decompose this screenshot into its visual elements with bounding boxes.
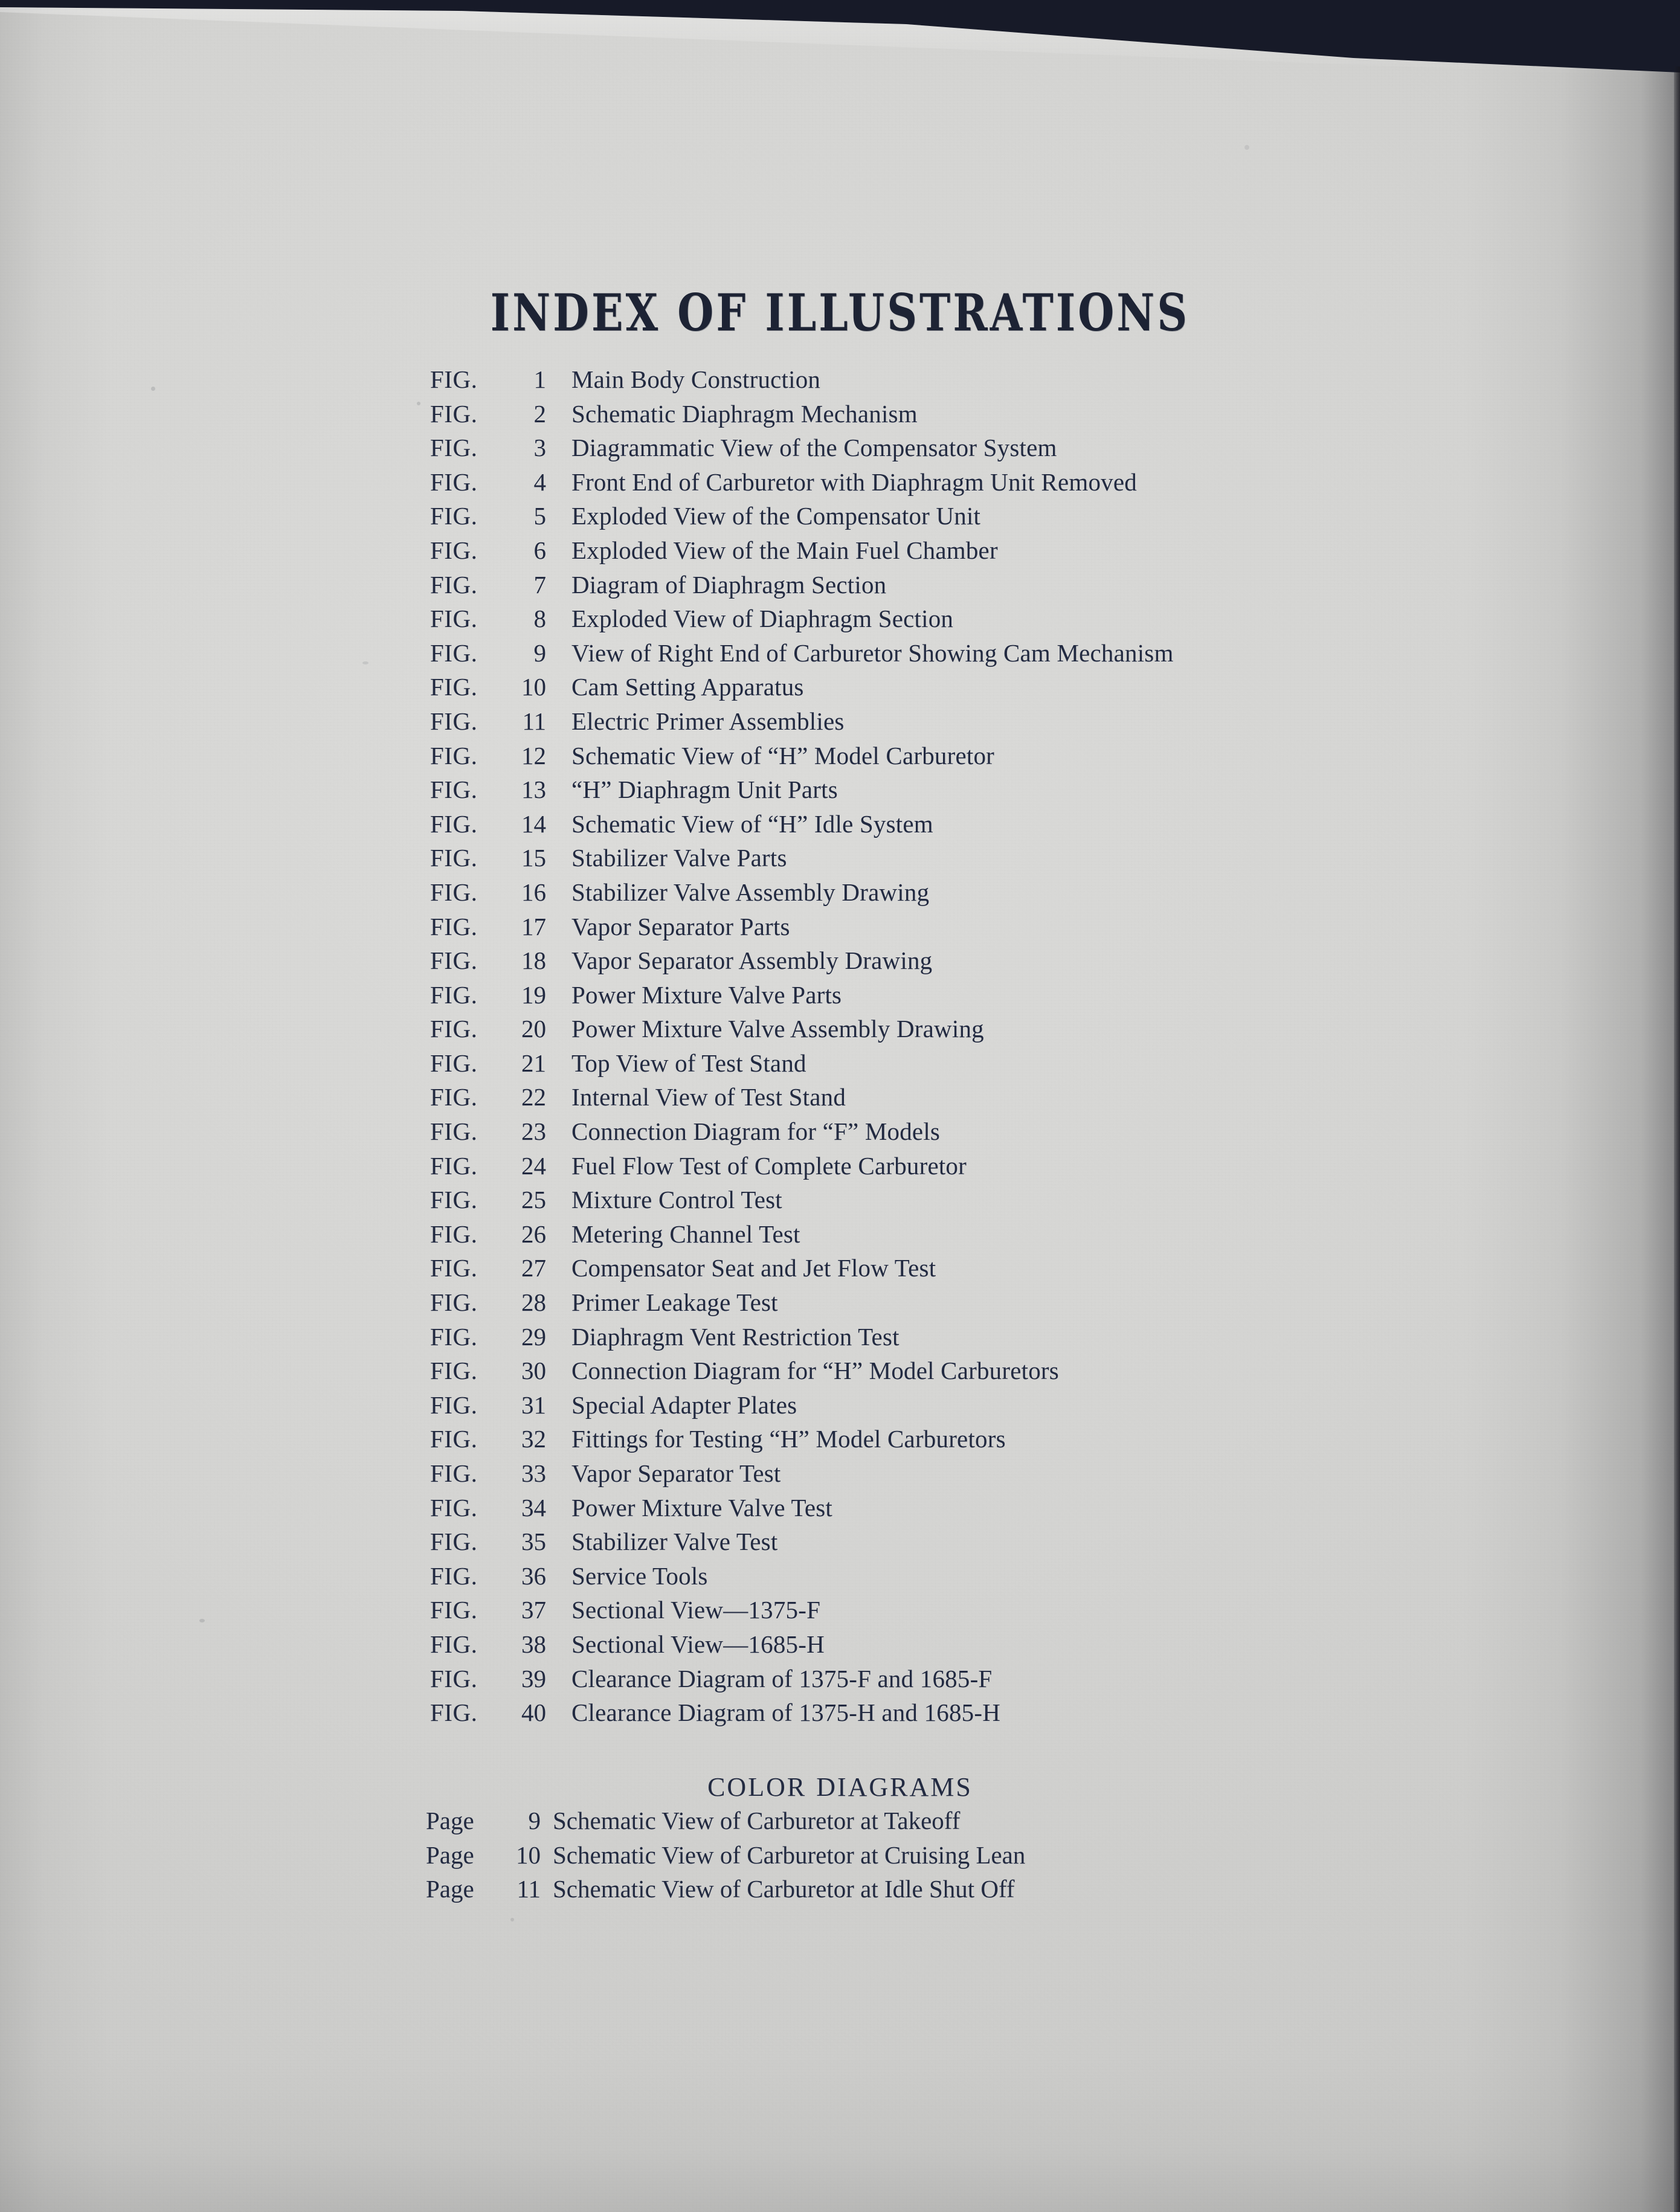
color-diagram-page-number: 11 [517,1875,541,1903]
figure-index-row [430,1151,1336,1186]
figure-caption: Front End of Carburetor with Diaphragm Unit Removed [571,468,1137,496]
figure-number: 31 [521,1391,546,1419]
figure-index-row [430,1185,1336,1220]
figure-label: FIG. [430,844,478,872]
figure-caption: Main Body Construction [571,365,821,393]
color-diagram-page-label: Page [426,1841,474,1869]
figure-number: 18 [521,947,546,975]
page-title: INDEX OF ILLUSTRATIONS [490,283,1190,342]
figure-number: 36 [521,1561,546,1590]
figure-caption: Exploded View of Diaphragm Section [571,605,954,633]
color-diagrams-heading [0,1772,1680,1802]
figure-caption: Diaphragm Vent Restriction Test [571,1322,900,1351]
figure-number: 37 [521,1596,546,1624]
figure-index-row [430,1561,1336,1596]
left-edge-shading [0,0,109,2212]
figure-caption: Power Mixture Valve Test [571,1493,832,1522]
figure-number: 6 [533,536,546,564]
figure-caption: Electric Primer Assemblies [571,707,845,735]
figure-index-row [430,980,1336,1015]
figure-number: 21 [521,1049,546,1077]
figure-index-row [430,1391,1336,1425]
figure-caption: Fittings for Testing “H” Model Carburetors [571,1425,1006,1453]
figure-index-row [430,707,1336,741]
figure-number: 17 [521,912,546,940]
figure-index-row [430,672,1336,707]
figure-label: FIG. [430,1357,478,1385]
figure-label: FIG. [430,434,478,462]
figure-label: FIG. [430,1493,478,1522]
figure-caption: Metering Channel Test [571,1220,800,1248]
figure-label: FIG. [430,399,478,428]
color-diagram-page-label: Page [426,1807,474,1834]
figure-label: FIG. [430,1254,478,1282]
figure-index-row [430,1630,1336,1664]
figure-index-row [430,1082,1336,1117]
figure-number: 10 [521,673,546,701]
figure-number: 13 [521,776,546,804]
figure-index-list [430,365,1336,1732]
figure-caption: Vapor Separator Assembly Drawing [571,947,933,975]
figure-index-row [430,433,1336,468]
figure-caption: Clearance Diagram of 1375-F and 1685-F [571,1664,993,1693]
figure-index-row [430,946,1336,980]
figure-number: 33 [521,1459,546,1487]
figure-index-row [430,775,1336,809]
figure-number: 23 [521,1117,546,1146]
figure-number: 11 [522,707,546,735]
figure-caption: Stabilizer Valve Test [571,1528,778,1556]
figure-caption: Cam Setting Apparatus [571,673,804,701]
figure-number: 12 [521,741,546,770]
figure-label: FIG. [430,1596,478,1624]
figure-label: FIG. [430,1220,478,1248]
figure-index-row [430,1049,1336,1083]
right-edge-curl-shading [1463,0,1680,2212]
figure-label: FIG. [430,605,478,633]
figure-index-row [430,878,1336,912]
figure-index-row [430,1459,1336,1493]
figure-number: 40 [521,1699,546,1727]
figure-caption: Primer Leakage Test [571,1288,778,1317]
figure-caption: Schematic View of “H” Model Carburetor [571,741,995,770]
figure-label: FIG. [430,809,478,838]
figure-index-row [430,399,1336,434]
figure-index-row [430,1220,1336,1254]
figure-caption: Stabilizer Valve Parts [571,844,787,872]
figure-label: FIG. [430,570,478,599]
figure-caption: Service Tools [571,1561,708,1590]
figure-label: FIG. [430,1528,478,1556]
figure-caption: Diagram of Diaphragm Section [571,570,887,599]
figure-number: 30 [521,1357,546,1385]
figure-index-row [430,1664,1336,1699]
figure-number: 34 [521,1493,546,1522]
figure-index-row [430,468,1336,502]
figure-number: 27 [521,1254,546,1282]
figure-number: 38 [521,1630,546,1658]
figure-index-row [430,1595,1336,1630]
color-diagram-caption: Schematic View of Carburetor at Takeoff [553,1807,961,1834]
figure-number: 24 [521,1151,546,1180]
figure-index-row [430,1424,1336,1459]
color-diagram-page-number: 10 [516,1841,541,1869]
figure-caption: Power Mixture Valve Assembly Drawing [571,1015,984,1043]
figure-label: FIG. [430,1322,478,1351]
figure-number: 28 [521,1288,546,1317]
figure-index-row [430,1493,1336,1528]
figure-label: FIG. [430,912,478,940]
figure-caption: Sectional View—1375-F [571,1596,821,1624]
figure-caption: Schematic Diaphragm Mechanism [571,399,918,428]
figure-label: FIG. [430,1664,478,1693]
figure-label: FIG. [430,980,478,1009]
figure-caption: Exploded View of the Main Fuel Chamber [571,536,998,564]
figure-label: FIG. [430,365,478,393]
figure-label: FIG. [430,1699,478,1727]
figure-index-row [430,912,1336,947]
figure-index-row [430,604,1336,638]
figure-label: FIG. [430,536,478,564]
figure-label: FIG. [430,468,478,496]
color-diagram-page-number: 9 [528,1807,541,1834]
bottom-edge-shading [0,2055,1680,2212]
figure-caption: Compensator Seat and Jet Flow Test [571,1254,936,1282]
figure-number: 9 [533,638,546,667]
figure-label: FIG. [430,1425,478,1453]
figure-number: 16 [521,878,546,906]
figure-number: 25 [521,1186,546,1214]
figure-number: 15 [521,844,546,872]
figure-caption: Power Mixture Valve Parts [571,980,842,1009]
figure-index-row [430,843,1336,878]
figure-label: FIG. [430,878,478,906]
figure-number: 26 [521,1220,546,1248]
figure-number: 35 [521,1528,546,1556]
figure-caption: Vapor Separator Parts [571,912,790,940]
figure-number: 19 [521,980,546,1009]
figure-caption: Internal View of Test Stand [571,1083,846,1111]
figure-caption: Special Adapter Plates [571,1391,797,1419]
color-diagrams-heading-word-1: COLOR [707,1772,807,1802]
color-diagram-row [426,1841,1272,1875]
figure-caption: View of Right End of Carburetor Showing Cam Mechanism [571,638,1174,667]
figure-number: 5 [533,502,546,530]
figure-index-row [430,1253,1336,1288]
figure-label: FIG. [430,1083,478,1111]
figure-number: 7 [533,570,546,599]
color-diagram-caption: Schematic View of Carburetor at Cruising Lean [553,1841,1026,1869]
figure-index-row [430,741,1336,776]
figure-label: FIG. [430,1391,478,1419]
figure-index-row [430,638,1336,673]
right-page-edge-line [1674,66,1680,2212]
figure-caption: Sectional View—1685-H [571,1630,825,1658]
figure-index-row [430,501,1336,536]
figure-index-row [430,1698,1336,1732]
figure-caption: Diagrammatic View of the Compensator System [571,434,1057,462]
color-diagram-caption: Schematic View of Carburetor at Idle Shut Off [553,1875,1015,1903]
figure-number: 2 [533,399,546,428]
figure-caption: Schematic View of “H” Idle System [571,809,933,838]
figure-label: FIG. [430,707,478,735]
figure-label: FIG. [430,741,478,770]
figure-index-row [430,1117,1336,1151]
figure-caption: Stabilizer Valve Assembly Drawing [571,878,930,906]
figure-index-row [430,1356,1336,1391]
figure-caption: “H” Diaphragm Unit Parts [571,776,838,804]
color-diagrams-heading-word-2: DIAGRAMS [816,1772,973,1802]
figure-caption: Mixture Control Test [571,1186,782,1214]
figure-label: FIG. [430,1630,478,1658]
figure-number: 29 [521,1322,546,1351]
color-diagram-row [426,1806,1272,1841]
figure-index-row [430,365,1336,399]
figure-index-row [430,1014,1336,1049]
figure-number: 14 [521,809,546,838]
figure-caption: Connection Diagram for “H” Model Carburetors [571,1357,1059,1385]
figure-caption: Exploded View of the Compensator Unit [571,502,981,530]
figure-index-row [430,1288,1336,1322]
figure-number: 32 [521,1425,546,1453]
figure-label: FIG. [430,776,478,804]
figure-label: FIG. [430,1561,478,1590]
figure-number: 39 [521,1664,546,1693]
figure-index-row [430,809,1336,844]
figure-caption: Top View of Test Stand [571,1049,806,1077]
figure-label: FIG. [430,1015,478,1043]
figure-label: FIG. [430,1117,478,1146]
figure-caption: Connection Diagram for “F” Models [571,1117,941,1146]
color-diagram-row [426,1874,1272,1909]
figure-label: FIG. [430,1049,478,1077]
figure-label: FIG. [430,638,478,667]
figure-index-row [430,570,1336,605]
color-diagram-page-label: Page [426,1875,474,1903]
figure-label: FIG. [430,673,478,701]
figure-caption: Fuel Flow Test of Complete Carburetor [571,1151,967,1180]
figure-number: 20 [521,1015,546,1043]
figure-label: FIG. [430,1288,478,1317]
figure-caption: Vapor Separator Test [571,1459,781,1487]
figure-index-row [430,536,1336,570]
figure-number: 22 [521,1083,546,1111]
figure-index-row [430,1527,1336,1561]
figure-number: 8 [533,605,546,633]
figure-number: 3 [533,434,546,462]
figure-index-row [430,1322,1336,1357]
figure-label: FIG. [430,1151,478,1180]
figure-label: FIG. [430,947,478,975]
figure-number: 4 [533,468,546,496]
figure-label: FIG. [430,1459,478,1487]
figure-caption: Clearance Diagram of 1375-H and 1685-H [571,1699,1001,1727]
figure-number: 1 [533,365,546,393]
figure-label: FIG. [430,502,478,530]
figure-label: FIG. [430,1186,478,1214]
color-diagrams-list [426,1806,1272,1909]
